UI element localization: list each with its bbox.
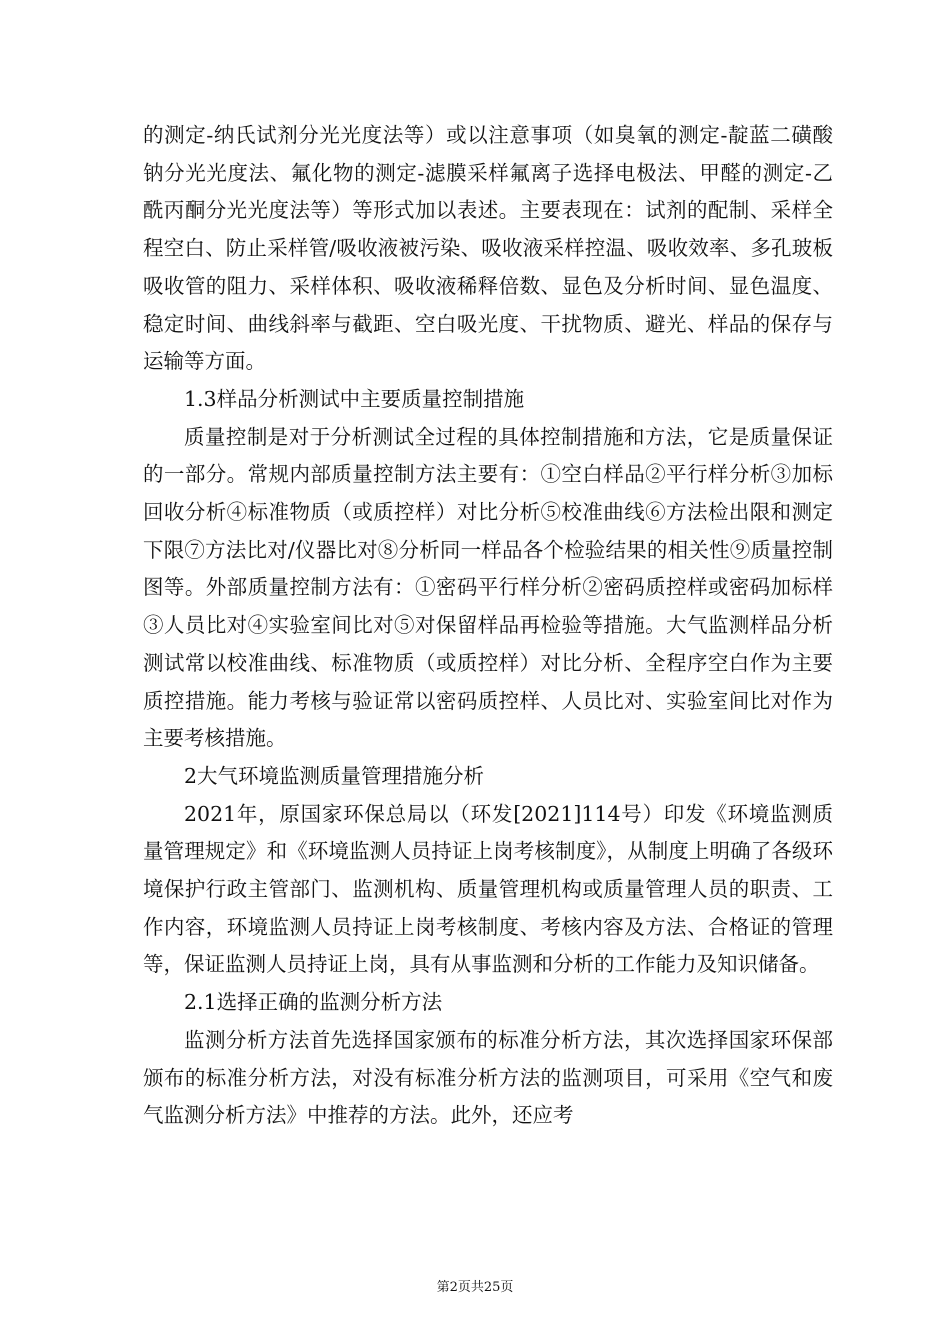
section-heading-2: 2大气环境监测质量管理措施分析 bbox=[184, 763, 485, 788]
page-number-footer: 第2页共25页 bbox=[436, 1280, 514, 1295]
section-heading-1-3: 1.3样品分析测试中主要质量控制措施 bbox=[184, 386, 525, 411]
section-heading-2-1: 2.1选择正确的监测分析方法 bbox=[184, 990, 443, 1015]
paragraph-continued: 的测定-纳氏试剂分光光度法等）或以注意事项（如臭氧的测定-靛蓝二磺酸钠分光光度法、氟化物的测定-滤膜采样氟离子选择电极法、甲醛的测定-乙酰丙酮分光光度法等）等形式加以表述。主要表现在：试剂的配制、采样全程空白、防止采样管/吸收液被污染、吸收液采样控温、吸收效率、多孔玻板吸收管的阻力、采样体积、吸收液稀释倍数、显色及分析时间、显色温度、稳定时间、曲线斜率与截距、空白吸光度、干扰物质、避光、样品的保存与运输等方面。 bbox=[143, 123, 833, 374]
paragraph-management-regulation: 2021年，原国家环保总局以（环发[2021]114号）印发《环境监测质量管理规定》和《环境监测人员持证上岗考核制度》，从制度上明确了各级环境保护行政主管部门、监测机构、质量管理机构或质量管理人员的职责、工作内容，环境监测人员持证上岗考核制度、考核内容及方法、合格证的管理等，保证监测人员持证上岗，具有从事监测和分析的工作能力及知识储备。 bbox=[143, 801, 833, 977]
paragraph-quality-control: 质量控制是对于分析测试全过程的具体控制措施和方法，它是质量保证的一部分。常规内部质量控制方法主要有：①空白样品②平行样分析③加标回收分析④标准物质（或质控样）对比分析⑤校准曲线⑥方法检出限和测定下限⑦方法比对/仪器比对⑧分析同一样品各个检验结果的相关性⑨质量控制图等。外部质量控制方法有：①密码平行样分析②密码质控样或密码加标样③人员比对④实验室间比对⑤对保留样品再检验等措施。大气监测样品分析测试常以校准曲线、标准物质（或质控样）对比分析、全程序空白作为主要质控措施。能力考核与验证常以密码质控样、人员比对、实验室间比对作为主要考核措施。 bbox=[143, 424, 833, 751]
document-body bbox=[143, 117, 833, 1135]
paragraph-analysis-methods: 监测分析方法首先选择国家颁布的标准分析方法，其次选择国家环保部颁布的标准分析方法，对没有标准分析方法的监测项目，可采用《空气和废气监测分析方法》中推荐的方法。此外，还应考 bbox=[143, 1027, 833, 1128]
